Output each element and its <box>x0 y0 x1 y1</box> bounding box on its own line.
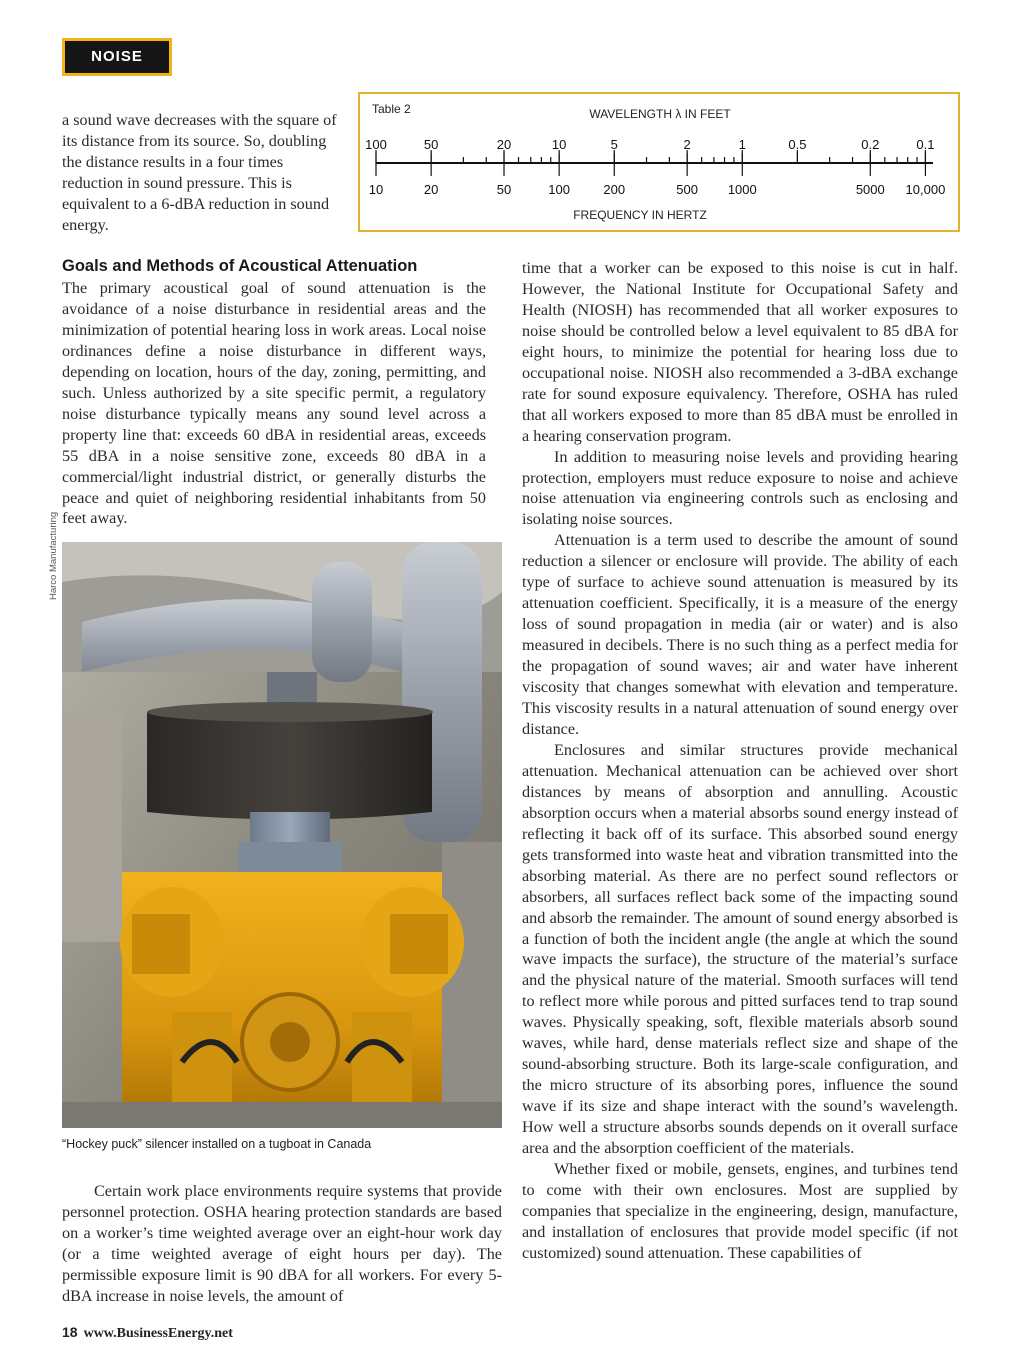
frequency-tick-label: 100 <box>548 182 570 197</box>
frequency-tick-label: 10,000 <box>905 182 946 197</box>
section-heading: Goals and Methods of Acoustical Attenuation <box>62 257 418 275</box>
wavelength-tick-label: 5 <box>610 137 618 152</box>
frequency-tick-label: 10 <box>368 182 384 197</box>
right-paragraph-3: Attenuation is a term used to describe the amount of sound reduction a silencer or enclosure will provide. The ability of each type of surface to achieve sound attenuation is measured by its attenuation coefficient. Specifically, it is a measure of the energy loss of sound propagation in media (air or water) and is also measured in decibels. There is no such thing as a perfect media for the propagation of sound waves; air and water have inherent viscosity that changes somewhat with elevation and temperature. This viscosity results in a natural attenuation of sound energy over distance. <box>522 531 958 738</box>
footer-url[interactable]: www.BusinessEnergy.net <box>83 1326 233 1341</box>
page-number: 18 <box>62 1324 78 1340</box>
left-paragraph-2: Certain work place environments require systems that provide personnel protection. OSHA hearing protection standards are based on a worker’s time weighted average over an eight-hour work day (or a time weighted average of eight hours per day). The permissible exposure limit is 90 dBA for all workers. For every 5-dBA increase in noise levels, the amount of <box>62 1182 502 1305</box>
left-column-bottom <box>62 1181 502 1307</box>
photo-illustration <box>62 542 502 1128</box>
wavelength-tick-label: 0.2 <box>861 137 880 152</box>
tugboat-silencer-photo <box>62 542 502 1128</box>
photo-caption: “Hockey puck” silencer installed on a tugboat in Canada <box>62 1137 372 1151</box>
wavelength-tick-label: 100 <box>365 137 387 152</box>
left-column-top <box>62 278 486 529</box>
right-paragraph-2: In addition to measuring noise levels and providing hearing protection, employers must reduce exposure to noise and achieve noise attenuation via engineering controls such as enclosing and isolating noise sources. <box>522 447 958 529</box>
wavelength-tick-label: 20 <box>496 137 512 152</box>
wavelength-tick-label: 0.1 <box>916 137 935 152</box>
wavelength-title: WAVELENGTH λ IN FEET <box>589 107 731 121</box>
section-tag <box>62 38 172 76</box>
frequency-tick-label: 1000 <box>727 182 757 197</box>
frequency-title: FREQUENCY IN HERTZ <box>573 208 707 222</box>
frequency-tick-label: 5000 <box>855 182 885 197</box>
intro-column <box>62 110 344 236</box>
photo-credit: Harco Manufacturing <box>48 511 59 600</box>
right-column <box>522 258 958 1264</box>
page-footer <box>62 1324 233 1342</box>
frequency-tick-label: 50 <box>496 182 512 197</box>
frequency-tick-label: 500 <box>676 182 699 197</box>
table-label: Table 2 <box>372 102 411 116</box>
wavelength-tick-labels <box>365 137 934 152</box>
wavelength-frequency-table <box>358 92 960 232</box>
right-paragraph-5: Whether fixed or mobile, gensets, engines, and turbines tend to come with their own enclosures. Most are supplied by companies that specialize in the engineering, design, manufacture, and installation of enclosures that provide model specific (if not customized) sound attenuation. These capabilities of <box>522 1159 958 1262</box>
intro-paragraph: a sound wave decreases with the square of its distance from its source. So, doubling the distance results in a four times reduction in sound pressure. This is equivalent to a 6-dBA reduction in sound energy. <box>62 111 337 234</box>
right-paragraph-1: time that a worker can be exposed to this noise is cut in half. However, the National Institute for Occupational Safety and Health (NIOSH) has recommended that all worker exposures to noise should be controlled below a level equivalent to 85 dBA for eight hours, to minimize the potential for hearing loss due to occupational noise. NIOSH also recommended a 3-dBA exchange rate for sound exposure equivalency. Therefore, OSHA has ruled that all workers exposed to more than 85 dBA must be enrolled in a hearing conservation program. <box>522 259 958 445</box>
frequency-tick-label: 20 <box>423 182 439 197</box>
wavelength-tick-label: 2 <box>683 137 691 152</box>
right-paragraph-4: Enclosures and similar structures provide mechanical attenuation. Mechanical attenuation can be achieved over short distances by means of absorption and annulling. Acoustic absorption occurs when a material absorbs sound energy instead of reflecting it back off of its surface. This absorbed sound energy gets transformed into waste heat and vibration transmitted into the absorbing material. As there are no perfect sound reflectors or absorbers, all surfaces reflect back some of the impacting sound and absorb the remainder. The amount of sound energy absorbed is a function of both the incident angle (the angle at which the sound wave impacts the surface), the structure of the material’s surface and the physical nature of the material. Smooth surfaces will tend to reflect more while porous and pitted surfaces tend to trap sound waves. Physically speaking, soft, flexible materials absorb sound waves, while hard, dense materials reflect size and shape of the sound-absorbing structure. Both its large-scale configuration, and the micro structure of its absorbing pores, influence the sound wave if its size and shape interact with the sound’s wavelength. How well a structure absorbs sounds depends on it overall surface area and the absorption coefficient of the materials. <box>522 740 958 1158</box>
left-paragraph-1: The primary acoustical goal of sound attenuation is the avoidance of a noise disturbance in residential areas and the minimization of potential hearing loss in work areas. Local noise ordinances define a noise disturbance in different ways, depending on location, hours of the day, zoning, permitting, and such. Unless authorized by a site specific permit, a regulatory noise disturbance typically means any sound level across a property line that: exceeds 60 dBA in residential areas, exceeds 55 dBA in a noise sensitive zone, exceeds 80 dBA in a commercial/light industrial district, or generally disturbs the peace and quiet of neighboring residential inhabitants from 50 feet away. <box>62 279 486 528</box>
frequency-tick-label: 200 <box>603 182 626 197</box>
frequency-tick-labels <box>369 182 946 197</box>
wavelength-tick-label: 10 <box>551 137 567 152</box>
wavelength-tick-label: 0.5 <box>788 137 807 152</box>
wavelength-tick-label: 50 <box>423 137 439 152</box>
scale-figure <box>360 94 962 234</box>
wavelength-tick-label: 1 <box>738 137 746 152</box>
section-tag-label: NOISE <box>65 41 169 73</box>
